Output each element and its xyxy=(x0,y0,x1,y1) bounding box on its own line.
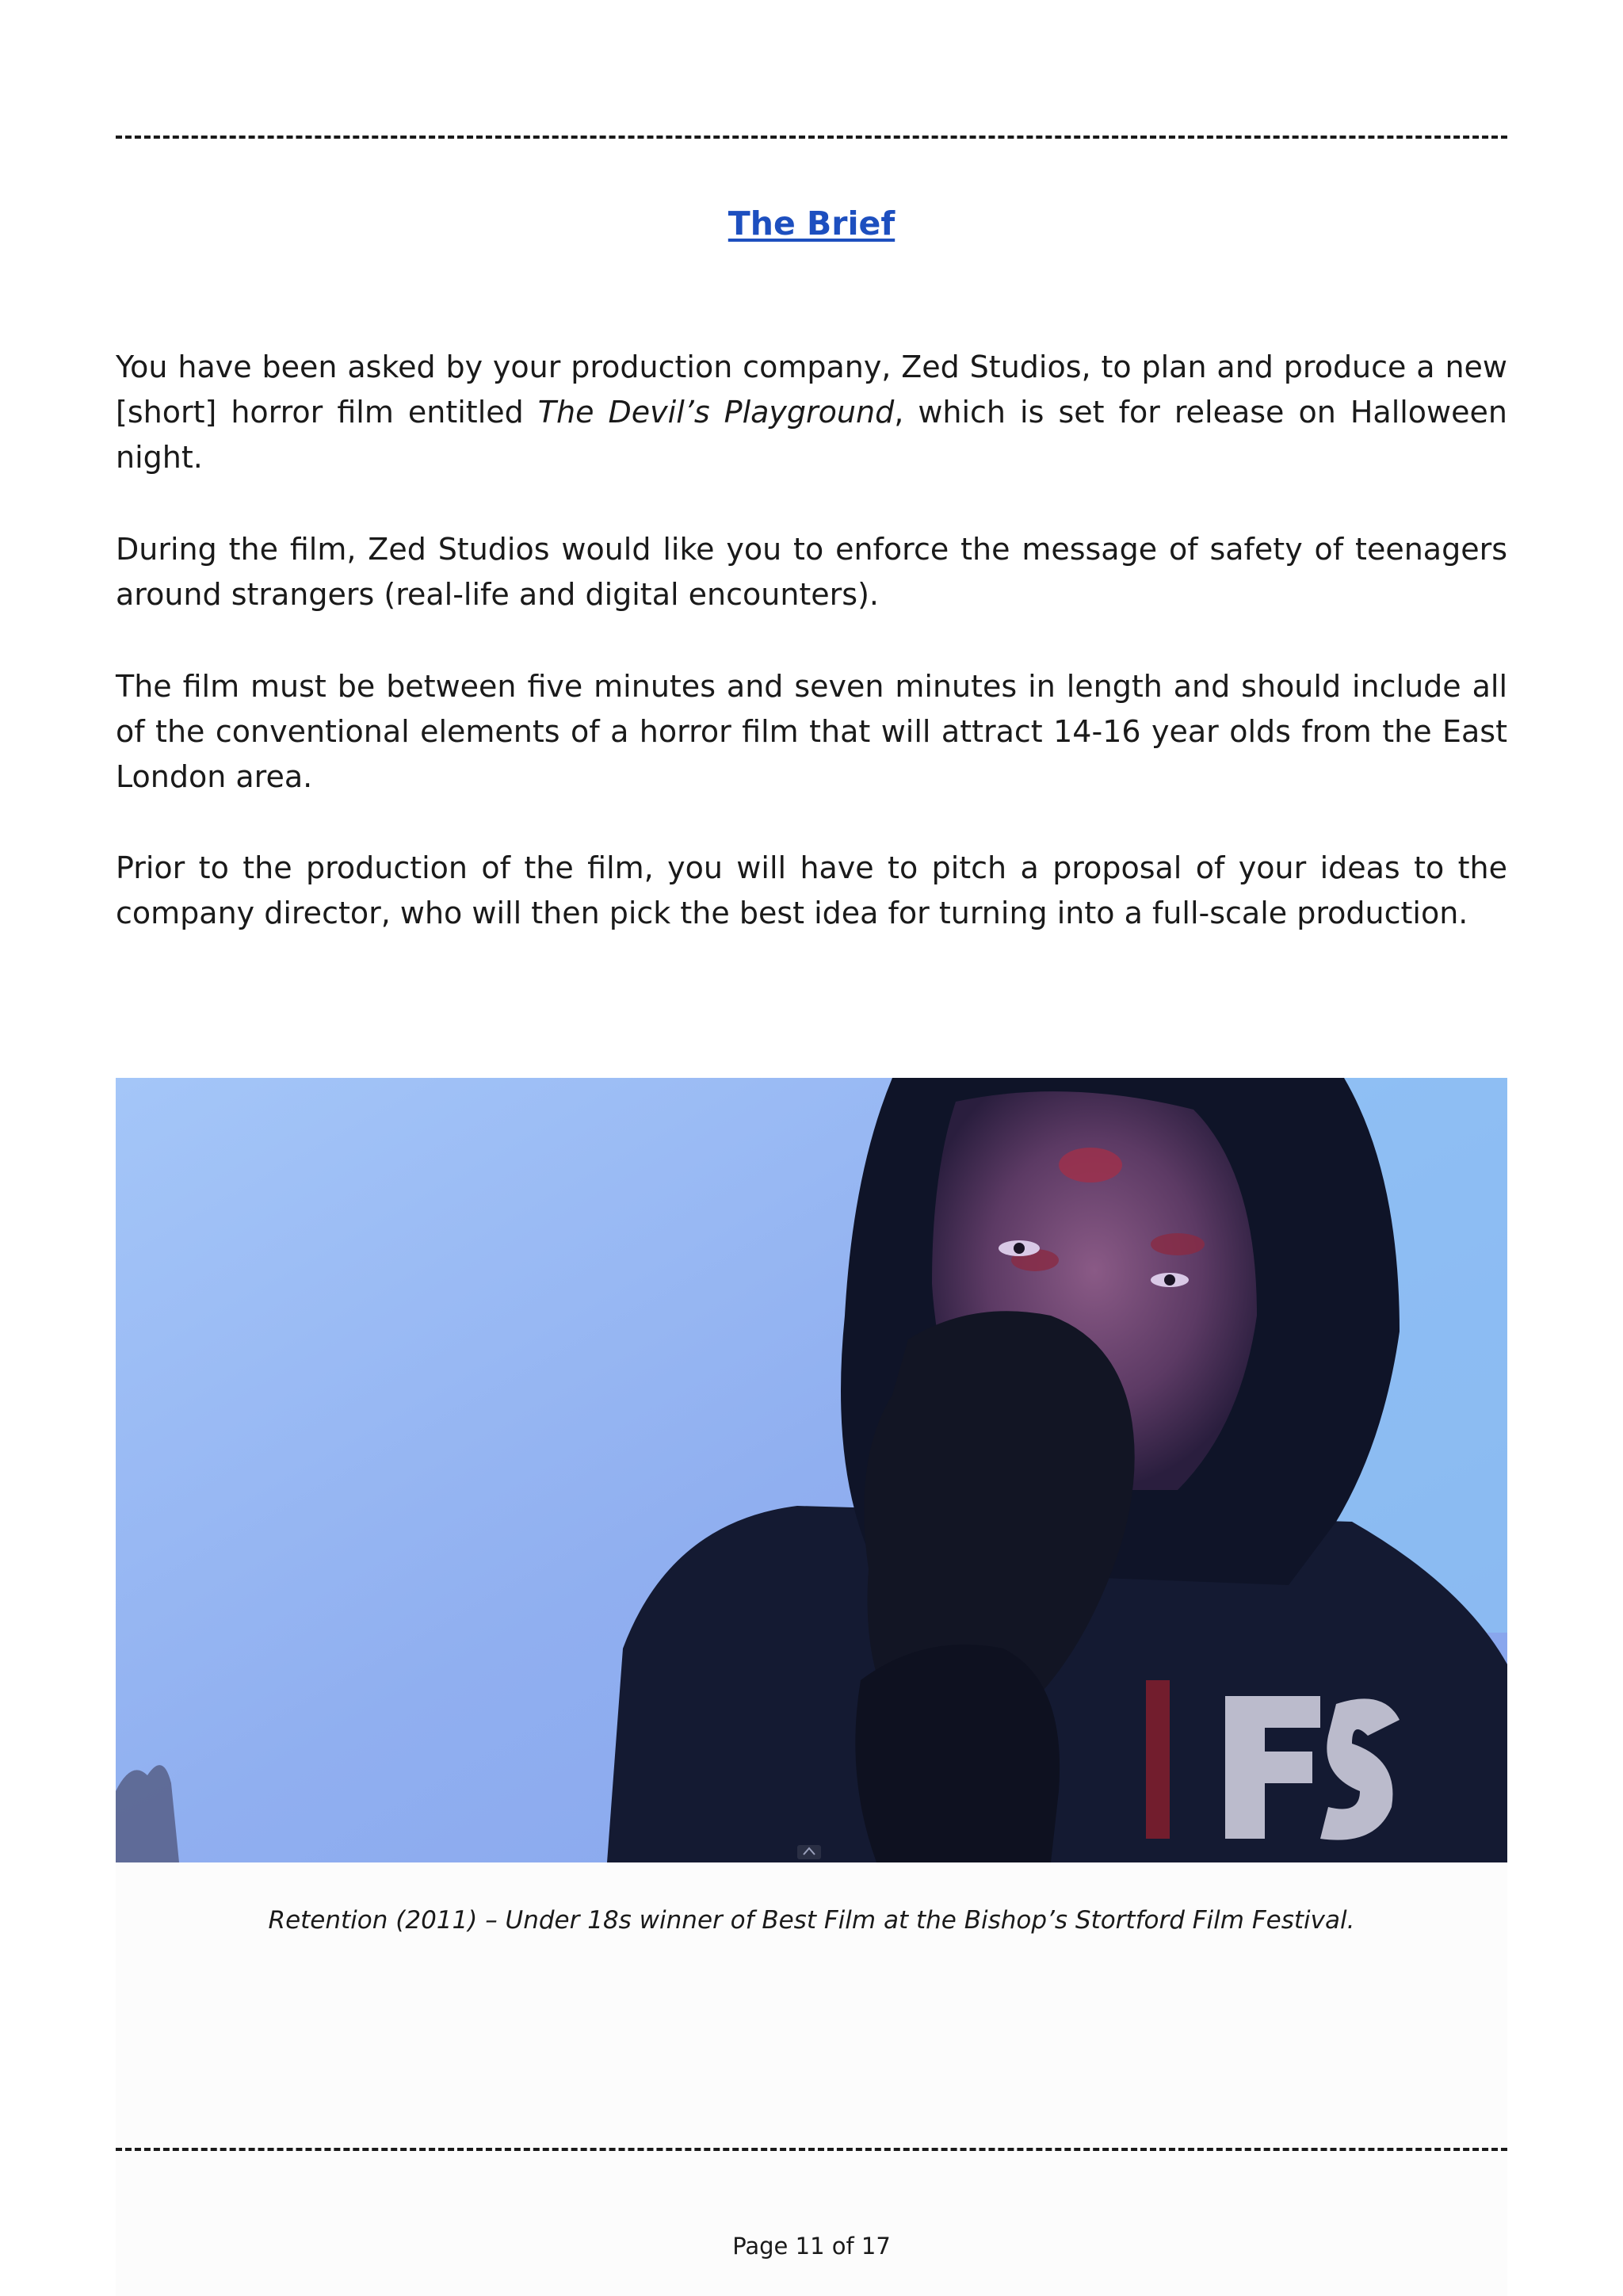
film-still-illustration xyxy=(116,1078,1507,1862)
brief-paragraph-1-end: , which is set for release on Halloween night. xyxy=(116,395,1507,475)
brief-paragraph-4: Prior to the production of the film, you will have to pitch a proposal of your ideas to the company director, who will then pick the best idea for turning into a full-scale production. xyxy=(116,850,1507,930)
brief-paragraph-3: The film must be between five minutes and seven minutes in length and should include all of the conventional elements of a horror film that will attract 14-16 year olds from the East London area. xyxy=(116,669,1507,794)
figure-caption: Retention (2011) – Under 18s winner of Best Film at the Bishop’s Stortford Film Festival. xyxy=(268,1906,1355,1935)
film-still-image xyxy=(116,1078,1507,1862)
brief-paragraph-1-start: You have been asked by your production company, Zed Studios, to plan and produce a new [short] horror film entitled xyxy=(116,350,1507,430)
brief-paragraph-2: During the film, Zed Studios would like you to enforce the message of safety of teenagers around strangers (real-life and digital encounters). xyxy=(116,532,1507,612)
page-number: Page 11 of 17 xyxy=(732,2233,891,2260)
top-divider xyxy=(116,136,1507,139)
film-title-italic: The Devil’s Playground xyxy=(537,395,895,430)
section-title: The Brief xyxy=(727,204,896,243)
brief-paragraph-1 xyxy=(116,345,1507,480)
bottom-divider xyxy=(116,2148,1507,2151)
